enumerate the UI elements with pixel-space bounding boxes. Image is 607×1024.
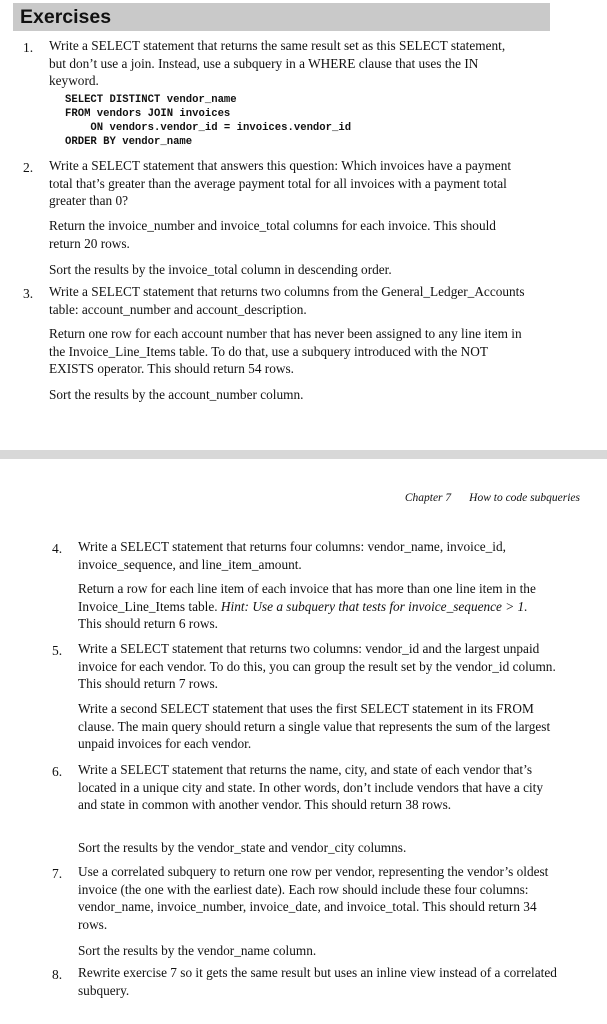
chapter-label: Chapter 7 [404, 492, 452, 504]
code-line: ORDER BY vendor_name [65, 136, 193, 148]
exercise-text: Rewrite exercise 7 so it gets the same result but uses an inline view instead of a correlated subquery. [78, 965, 557, 998]
exercise-text: Write a SELECT statement that returns the name, city, and state of each vendor that’s located in a unique city and state. In other words, don’t include vendors that have a city and state in common with another vendor. This should return 38 rows. [78, 762, 544, 813]
exercise-number: 8. [52, 967, 63, 982]
exercise-text: Sort the results by the invoice_total column in descending order. [49, 262, 392, 277]
page-divider [0, 450, 607, 459]
exercise-text: Write a SELECT statement that returns two columns: vendor_id and the largest unpaid invoice for each vendor. To do this, you can group the result set by the vendor_id column. This should return 7 rows. [78, 641, 556, 692]
section-header [13, 3, 550, 31]
exercise-text: Write a SELECT statement that returns the same result set as this SELECT statement, but don’t use a join. Instead, use a subquery in a WHERE clause that uses the IN keyword. [49, 38, 506, 89]
code-line: SELECT DISTINCT vendor_name [65, 94, 237, 106]
exercise-text: Sort the results by the vendor_state and vendor_city columns. [78, 840, 407, 855]
hint-label: Hint: [220, 598, 249, 614]
exercise-text-span: This should return 6 rows. [78, 616, 218, 632]
exercise-text: Return the invoice_number and invoice_total columns for each invoice. This should return 20 rows. [49, 218, 496, 251]
exercise-text: Sort the results by the vendor_name column. [78, 943, 317, 958]
exercise-number: 5. [52, 643, 63, 658]
exercise-text: Write a SELECT statement that returns four columns: vendor_name, invoice_id, invoice_sequence, and line_item_amount. [78, 539, 506, 572]
exercise-number: 7. [52, 866, 63, 881]
exercise-text: Use a correlated subquery to return one row per vendor, representing the vendor’s oldest invoice (the one with the earliest date). Each row should include these four columns: vendor_name, invoice_number, invoice_date, and invoice_total. This should return 34 rows. [78, 864, 549, 932]
exercise-text: Write a second SELECT statement that uses the first SELECT statement in its FROM clause. The main query should return a single value that represents the sum of the largest unpaid invoices for each vendor. [78, 701, 551, 752]
exercise-number: 2. [23, 160, 34, 175]
sql-code-block [65, 93, 351, 149]
running-head [350, 492, 580, 504]
exercise-text [78, 580, 548, 633]
hint-text: Use a subquery that tests for invoice_sequence > 1. [252, 598, 528, 614]
exercise-text: Write a SELECT statement that answers this question: Which invoices have a payment total that’s greater than the average payment total for all invoices with a payment total greater than 0? [49, 158, 512, 209]
exercise-number: 4. [52, 541, 63, 556]
chapter-title: How to code subqueries [469, 492, 580, 504]
code-line: ON vendors.vendor_id = invoices.vendor_id [65, 122, 352, 134]
exercise-number: 3. [23, 286, 34, 301]
exercise-text: Return one row for each account number that has never been assigned to any line item in the Invoice_Line_Items table. To do that, use a subquery introduced with the NOT EXISTS operator. This should return 54 rows. [49, 326, 522, 377]
exercise-number: 1. [23, 40, 34, 55]
exercise-text: Sort the results by the account_number column. [49, 387, 304, 402]
exercise-number: 6. [52, 764, 63, 779]
section-title: Exercises [20, 6, 112, 28]
exercise-text-span: Return a row for each line item of each invoice that has more than one line item in the Invoice_Line_Items table. [78, 581, 536, 614]
exercise-text: Write a SELECT statement that returns two columns from the General_Ledger_Accounts table: account_number and account_description. [49, 284, 525, 317]
code-line: FROM vendors JOIN invoices [65, 108, 231, 120]
